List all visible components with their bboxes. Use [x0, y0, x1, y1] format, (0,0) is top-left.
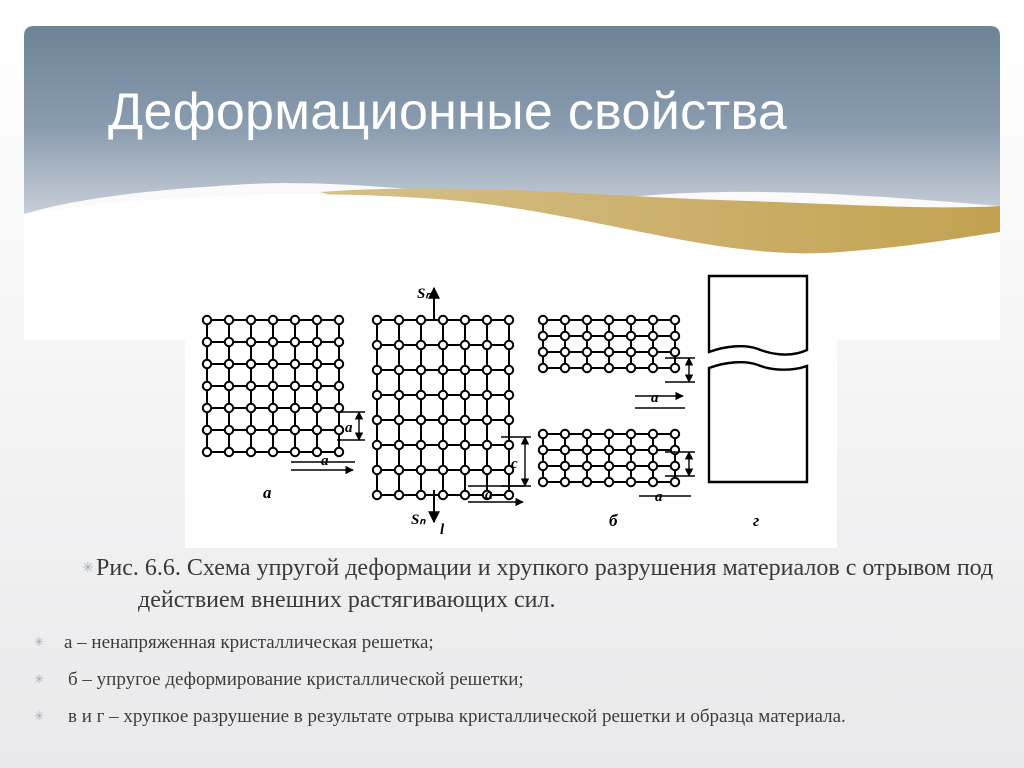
- lattice-atom: [605, 364, 613, 372]
- caption-text: Рис. 6.6. Схема упругой деформации и хрупкого разрушения материалов с отрывом под действием внешних растягивающих сил.: [96, 555, 994, 613]
- lattice-atom: [417, 391, 425, 399]
- dim-a-label: a: [321, 453, 329, 469]
- lattice-atom: [291, 404, 299, 412]
- star-bullet-icon: ✳: [34, 709, 45, 723]
- lattice-a: [203, 316, 343, 456]
- lattice-atom: [439, 341, 447, 349]
- lattice-atom: [439, 391, 447, 399]
- lattice-atom: [461, 391, 469, 399]
- panel-b-label: б: [609, 511, 618, 530]
- lattice-atom: [203, 338, 211, 346]
- lattice-atom: [203, 448, 211, 456]
- lattice-atom: [203, 404, 211, 412]
- lattice-atom: [671, 446, 679, 454]
- dim-v2-label: a: [655, 489, 663, 505]
- lattice-atom: [583, 446, 591, 454]
- lattice-atom: [225, 448, 233, 456]
- lattice-atom: [225, 426, 233, 434]
- lattice-atom: [335, 360, 343, 368]
- lattice-atom: [247, 426, 255, 434]
- lattice-figure: [185, 272, 837, 548]
- star-bullet-icon: ✳: [34, 635, 45, 649]
- lattice-atom: [539, 446, 547, 454]
- lattice-atom: [583, 332, 591, 340]
- lattice-atom: [483, 366, 491, 374]
- lattice-atom: [649, 364, 657, 372]
- lattice-atom: [247, 360, 255, 368]
- lattice-atom: [291, 360, 299, 368]
- lattice-atom: [395, 366, 403, 374]
- lattice-atom: [269, 448, 277, 456]
- lattice-atom: [539, 316, 547, 324]
- lattice-b: [373, 316, 513, 499]
- lattice-atom: [225, 404, 233, 412]
- lattice-atom: [505, 391, 513, 399]
- lattice-atom: [291, 448, 299, 456]
- lattice-atom: [417, 416, 425, 424]
- lattice-atom: [561, 462, 569, 470]
- lattice-atom: [461, 466, 469, 474]
- lattice-atom: [225, 360, 233, 368]
- lattice-atom: [505, 491, 513, 499]
- lattice-atom: [561, 430, 569, 438]
- lattice-atom: [505, 341, 513, 349]
- lattice-atom: [627, 364, 635, 372]
- lattice-atom: [627, 332, 635, 340]
- lattice-atom: [395, 441, 403, 449]
- lattice-atom: [439, 491, 447, 499]
- lattice-atom: [461, 491, 469, 499]
- lattice-atom: [649, 430, 657, 438]
- lattice-atom: [627, 478, 635, 486]
- dim-c-label: c: [511, 456, 518, 472]
- lattice-atom: [313, 360, 321, 368]
- lattice-atom: [313, 448, 321, 456]
- list-item: [34, 628, 964, 657]
- lattice-atom: [461, 366, 469, 374]
- lattice-atom: [671, 316, 679, 324]
- lattice-atom: [269, 382, 277, 390]
- lattice-atom: [483, 441, 491, 449]
- dim-b-label: a: [485, 487, 493, 503]
- lattice-atom: [605, 462, 613, 470]
- lattice-atom: [417, 316, 425, 324]
- lattice-atom: [395, 491, 403, 499]
- lattice-atom: [291, 382, 299, 390]
- lattice-atom: [627, 316, 635, 324]
- lattice-atom: [583, 348, 591, 356]
- lattice-atom: [395, 316, 403, 324]
- lattice-atom: [335, 448, 343, 456]
- lattice-atom: [373, 491, 381, 499]
- list-item-text: б – упругое деформирование кристаллической решетки;: [68, 669, 524, 690]
- lattice-atom: [649, 348, 657, 356]
- lattice-atom: [561, 348, 569, 356]
- lattice-atom: [649, 446, 657, 454]
- lattice-atom: [649, 478, 657, 486]
- lattice-atom: [583, 316, 591, 324]
- lattice-atom: [583, 430, 591, 438]
- lattice-atom: [313, 404, 321, 412]
- dimension-marks-v: [635, 358, 695, 496]
- lattice-atom: [583, 478, 591, 486]
- lattice-atom: [373, 441, 381, 449]
- lattice-atom: [539, 364, 547, 372]
- lattice-atom: [203, 360, 211, 368]
- lattice-atom: [539, 332, 547, 340]
- lattice-atom: [247, 382, 255, 390]
- lattice-atom: [395, 466, 403, 474]
- lattice-atom: [395, 341, 403, 349]
- list-item: [34, 665, 964, 694]
- lattice-atom: [539, 348, 547, 356]
- figure-caption: [82, 552, 996, 616]
- lattice-atom: [461, 441, 469, 449]
- lattice-atom: [269, 360, 277, 368]
- lattice-atom: [373, 341, 381, 349]
- panel-a-label: a: [263, 483, 272, 502]
- lattice-atom: [373, 416, 381, 424]
- lattice-atom: [335, 338, 343, 346]
- lattice-atom: [605, 478, 613, 486]
- lattice-atom: [335, 316, 343, 324]
- lattice-atom: [671, 430, 679, 438]
- star-bullet-icon: ✳: [82, 560, 94, 576]
- lattice-atom: [291, 338, 299, 346]
- lattice-atom: [225, 382, 233, 390]
- lattice-atom: [203, 382, 211, 390]
- lattice-atom: [373, 316, 381, 324]
- lattice-atom: [483, 316, 491, 324]
- lattice-atom: [395, 416, 403, 424]
- lattice-diagram: [185, 272, 837, 548]
- lattice-atom: [561, 364, 569, 372]
- lattice-atom: [561, 316, 569, 324]
- l-label: l: [440, 522, 445, 538]
- lattice-atom: [561, 478, 569, 486]
- lattice-atom: [373, 366, 381, 374]
- lattice-atom: [671, 364, 679, 372]
- lattice-atom: [483, 466, 491, 474]
- star-bullet-icon: ✳: [34, 672, 45, 686]
- lattice-atom: [483, 391, 491, 399]
- lattice-atom: [335, 382, 343, 390]
- lattice-atom: [417, 491, 425, 499]
- s-bottom-label: Sₙ: [411, 512, 426, 528]
- lattice-atom: [461, 341, 469, 349]
- lattice-atom: [203, 316, 211, 324]
- lattice-atom: [335, 426, 343, 434]
- lattice-atom: [439, 316, 447, 324]
- lattice-atom: [269, 426, 277, 434]
- lattice-atom: [203, 426, 211, 434]
- list-item-text: а – ненапряженная кристаллическая решетка;: [64, 632, 434, 653]
- lattice-atom: [605, 332, 613, 340]
- lattice-atom: [247, 448, 255, 456]
- lattice-atom: [439, 466, 447, 474]
- lattice-atom: [649, 332, 657, 340]
- lattice-atom: [627, 462, 635, 470]
- lattice-atom: [417, 366, 425, 374]
- lattice-atom: [483, 341, 491, 349]
- lattice-atom: [417, 341, 425, 349]
- lattice-atom: [627, 446, 635, 454]
- lattice-atom: [605, 446, 613, 454]
- dim-a-vertical-label: a: [345, 420, 353, 436]
- lattice-atom: [561, 332, 569, 340]
- lattice-atom: [605, 430, 613, 438]
- lattice-atom: [417, 466, 425, 474]
- panel-g-label: г: [753, 511, 760, 530]
- lattice-atom: [461, 316, 469, 324]
- lattice-atom: [605, 316, 613, 324]
- lattice-atom: [461, 416, 469, 424]
- lattice-atom: [225, 338, 233, 346]
- lattice-atom: [583, 462, 591, 470]
- lattice-atom: [605, 348, 613, 356]
- lattice-atom: [539, 478, 547, 486]
- lattice-atom: [313, 338, 321, 346]
- lattice-atom: [269, 316, 277, 324]
- dim-v-label: a: [651, 390, 659, 406]
- lattice-atom: [225, 316, 233, 324]
- lattice-atom: [247, 316, 255, 324]
- slide-title: Деформационные свойства: [108, 83, 788, 141]
- lattice-atom: [671, 348, 679, 356]
- lattice-atom: [439, 441, 447, 449]
- lattice-atom: [291, 426, 299, 434]
- lattice-atom: [439, 416, 447, 424]
- lattice-atom: [505, 441, 513, 449]
- lattice-atom: [247, 404, 255, 412]
- lattice-atom: [505, 316, 513, 324]
- lattice-atom: [583, 364, 591, 372]
- list-item-text: в и г – хрупкое разрушение в результате отрыва кристаллической решетки и образца материала.: [68, 706, 846, 727]
- lattice-atom: [417, 441, 425, 449]
- lattice-atom: [649, 462, 657, 470]
- lattice-atom: [395, 391, 403, 399]
- lattice-atom: [627, 430, 635, 438]
- lattice-atom: [627, 348, 635, 356]
- legend-list: [34, 628, 964, 731]
- lattice-atom: [649, 316, 657, 324]
- lattice-atom: [505, 416, 513, 424]
- lattice-atom: [373, 466, 381, 474]
- list-item: [34, 702, 964, 731]
- specimen-g: [709, 276, 807, 482]
- lattice-atom: [269, 338, 277, 346]
- lattice-atom: [539, 462, 547, 470]
- lattice-atom: [247, 338, 255, 346]
- lattice-atom: [313, 426, 321, 434]
- lattice-atom: [291, 316, 299, 324]
- lattice-atom: [561, 446, 569, 454]
- lattice-atom: [483, 416, 491, 424]
- lattice-atom: [313, 316, 321, 324]
- lattice-atom: [313, 382, 321, 390]
- lattice-atom: [505, 366, 513, 374]
- lattice-atom: [671, 332, 679, 340]
- lattice-atom: [671, 478, 679, 486]
- lattice-atom: [373, 391, 381, 399]
- lattice-atom: [539, 430, 547, 438]
- lattice-atom: [335, 404, 343, 412]
- lattice-atom: [269, 404, 277, 412]
- lattice-atom: [439, 366, 447, 374]
- s-top-label: Sₙ: [417, 286, 432, 302]
- lattice-atom: [671, 462, 679, 470]
